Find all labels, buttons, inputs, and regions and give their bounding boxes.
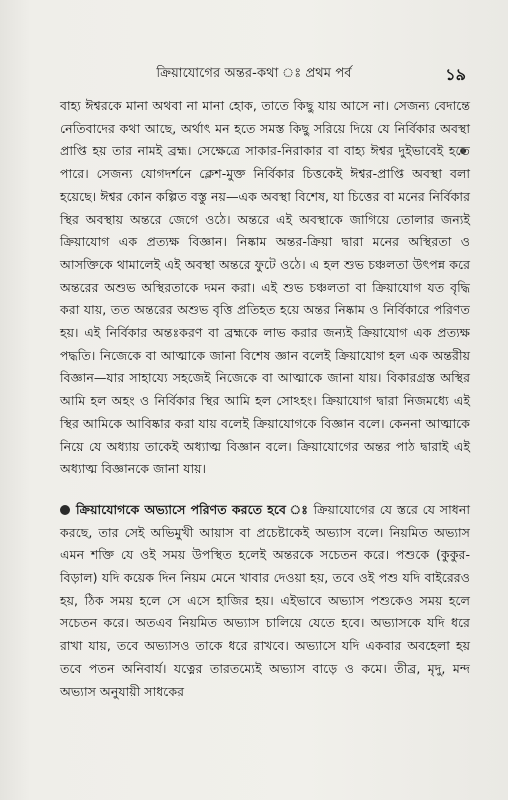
section-text: ক্রিয়াযোগের যে স্তরে যে সাধনা করছে, তার সেই অভিমুখী আয়াস বা প্রচেষ্টাকেই অভ্যাস বলে। নিয়মিত অভ্যাস এমন শক্তি যে ওই সময় উপস্থিত হলেই অন্তরকে সচেতন করে। পশুকে (কুকুর-বিড়াল) যদি কয়েক দিন নিয়ম মেনে খাবার দেওয়া হয়, তবে ওই পশু যদি বাইরেরও হয়, ঠিক সময় হলে সে এসে হাজির হয়। এইভাবে অভ্যাস পশুকেও সময় হলে সচেতন করে। অতএব নিয়মিত অভ্যাস চালিয়ে যেতে হবে। অভ্যাসকে যদি ধরে রাখা যায়, তবে অভ্যাসও তাকে ধরে রাখবে। অভ্যাসে যদি একবার অবহেলা হয় তবে পতন অনিবার্য। যত্নের তারতম্যেই অভ্যাস বাড়ে ও কমে। তীব্র, মৃদু, মন্দ অভ্যাস অনুযায়ী সাধকের: [60, 501, 470, 699]
page-header: [0, 64, 508, 86]
section-paragraph: [60, 499, 470, 703]
body-text: [60, 95, 470, 703]
running-title: ক্রিয়াযোগের অন্তর-কথা ঃ প্রথম পর্ব: [156, 66, 352, 81]
section-heading: ক্রিয়াযোগকে অভ্যাসে পরিণত করতে হবে ঃ: [76, 501, 309, 517]
paragraph-1: বাহ্য ঈশ্বরকে মানা অথবা না মানা হোক, তাতে কিছু যায় আসে না। সেজন্য বেদান্তে নেতিবাদের কথা আছে, অর্থাৎ মন হতে সমস্ত কিছু সরিয়ে দিয়ে যে নির্বিকার অবস্থা প্রাপ্তি হয় তার নামই ব্রহ্ম। সেক্ষেত্রে সাকার-নিরাকার বা বাহ্য ঈশ্বর দুইভাবেই হতে পারে। সেজন্য যোগদর্শনে ক্লেশ-মুক্ত নির্বিকার চিত্তকেই ঈশ্বর-প্রাপ্তি অবস্থা বলা হয়েছে। ঈশ্বর কোন কল্পিত বস্তু নয়—এক অবস্থা বিশেষ, যা চিত্তের বা মনের নির্বিকার স্থির অবস্থায় অন্তরে জেগে ওঠে। অন্তরে এই অবস্থাকে জাগিয়ে তোলার জন্যই ক্রিয়াযোগ এক প্রত্যক্ষ বিজ্ঞান। নিষ্কাম অন্তর-ক্রিয়া দ্বারা মনের অস্থিরতা ও আসক্তিকে থামালেই এই অবস্থা অন্তরে ফুটে ওঠে। এ হল শুভ চঞ্চলতা উৎপন্ন করে অন্তরের অশুভ অস্থিরতাকে দমন করা। এই শুভ চঞ্চলতা বা ক্রিয়াযোগ যত বৃদ্ধি করা যায়, তত অন্তরের অশুভ বৃত্তি প্রতিহত হয়ে অন্তর নিষ্কাম ও নির্বিকারে পরিণত হয়। এই নির্বিকার অন্তঃকরণ বা ব্রহ্মকে লাভ করার জন্যই ক্রিয়াযোগ এক প্রত্যক্ষ পদ্ধতি। নিজেকে বা আত্মাকে জানা বিশেষ জ্ঞান বলেই ক্রিয়াযোগ হল এক অন্তরীয় বিজ্ঞান—যার সাহায্যে সহজেই নিজেকে বা আত্মাকে জানা যায়। বিকারগ্রস্ত অস্থির আমি হল অহং ও নির্বিকার স্থির আমি হল সোঽহং। ক্রিয়াযোগ দ্বারা নিজমধ্যে এই স্থির আমিকে আবিষ্কার করা যায় বলেই ক্রিয়াযোগকে বিজ্ঞান বলে। কেননা আত্মাকে নিয়ে যে অধ্যায় তাকেই অধ্যাত্ম বিজ্ঞান বলে। ক্রিয়াযোগের অন্তর পাঠ দ্বারাই এই অধ্যাত্ম বিজ্ঞানকে জানা যায়।: [60, 98, 470, 477]
section-gap: [60, 481, 470, 499]
bullet-icon: [60, 505, 70, 515]
page-number: ১৯: [445, 65, 466, 84]
